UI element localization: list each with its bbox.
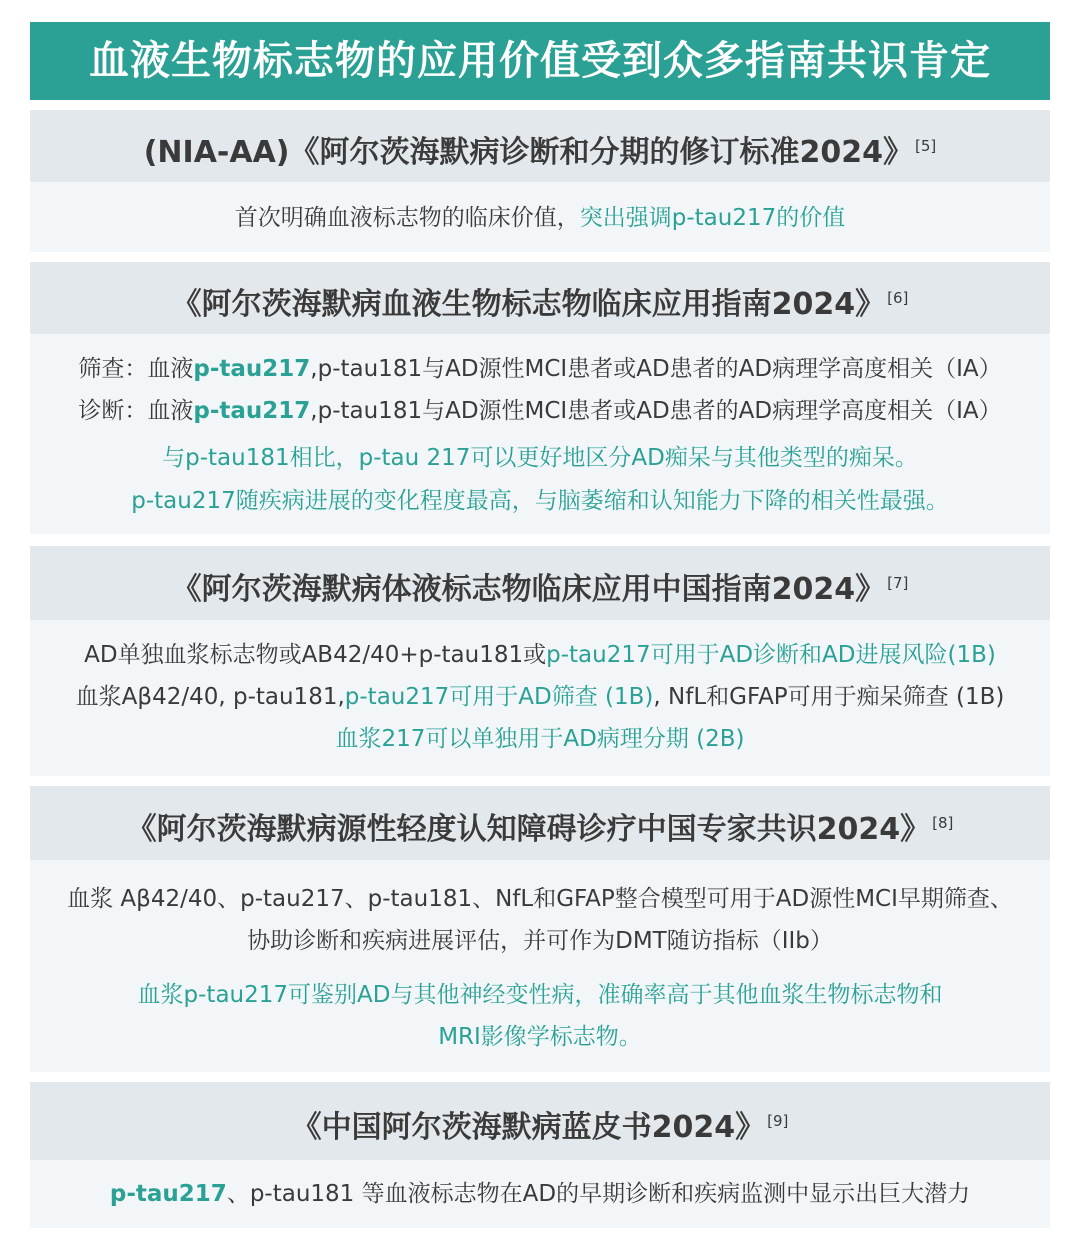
reference-marker: [8]: [932, 814, 954, 832]
body-text: AD单独血浆标志物或AB42/40+p-tau181或: [84, 642, 547, 668]
reference-marker: [5]: [915, 137, 937, 155]
highlight-text: 与p-tau181相比，p-tau 217可以更好地区分AD痴呆与其他类型的痴呆。: [162, 445, 918, 471]
highlight-text: p-tau217可用于AD筛查 (1B): [344, 684, 654, 710]
section-header: [30, 1082, 1050, 1160]
reference-marker: [9]: [767, 1112, 789, 1130]
body-line: [30, 348, 1050, 390]
highlight-text: p-tau217: [109, 1181, 227, 1207]
body-line: [30, 390, 1050, 432]
section-header: [30, 262, 1050, 334]
section-title: (NIA-AA)《阿尔茨海默病诊断和分期的修订标准2024》: [143, 135, 914, 170]
section-body: [30, 1160, 1050, 1228]
body-line: [30, 1016, 1050, 1058]
body-line: [30, 1174, 1050, 1214]
section-title: 《中国阿尔茨海默病蓝皮书2024》: [291, 1110, 766, 1145]
body-text: 、p-tau181 等血液标志物在AD的早期诊断和疾病监测中显示出巨大潜力: [226, 1181, 971, 1207]
body-text: 诊断：血液: [78, 398, 194, 424]
body-line: [30, 436, 1050, 480]
body-text: ,p-tau181与AD源性MCI患者或AD患者的AD病理学高度相关（IA）: [310, 356, 1002, 382]
highlight-text: p-tau217随疾病进展的变化程度最高，与脑萎缩和认知能力下降的相关性最强。: [131, 488, 949, 514]
body-text: 首次明确血液标志物的临床价值，: [234, 205, 580, 231]
body-text: 血浆Aβ42/40, p-tau181,: [75, 684, 345, 710]
body-text: ,p-tau181与AD源性MCI患者或AD患者的AD病理学高度相关（IA）: [310, 398, 1002, 424]
guideline-section-mci-consensus: [30, 786, 1050, 1072]
guideline-section-body-fluid: [30, 546, 1050, 776]
body-line: [30, 920, 1050, 962]
section-title: 《阿尔茨海默病体液标志物临床应用中国指南2024》: [171, 572, 886, 607]
highlight-text: p-tau217: [193, 398, 311, 424]
highlight-text: p-tau217: [193, 356, 311, 382]
body-text: 筛查：血液: [78, 356, 194, 382]
reference-marker: [7]: [887, 574, 909, 592]
body-line: [30, 480, 1050, 522]
section-title: 《阿尔茨海默病源性轻度认知障碍诊疗中国专家共识2024》: [126, 812, 931, 847]
guideline-section-blue-book: [30, 1082, 1050, 1228]
section-title: 《阿尔茨海默病血液生物标志物临床应用指南2024》: [171, 287, 886, 322]
page-title: 血液生物标志物的应用价值受到众多指南共识肯定: [30, 22, 1050, 100]
highlight-text: 突出强调p-tau217的价值: [579, 205, 846, 231]
section-header: [30, 546, 1050, 620]
highlight-text: 血浆217可以单独用于AD病理分期 (2B): [335, 726, 745, 752]
section-body: [30, 182, 1050, 252]
section-header: [30, 110, 1050, 182]
guideline-section-nia-aa: [30, 110, 1050, 252]
body-line: [30, 878, 1050, 920]
body-text: 血浆 Aβ42/40、p-tau217、p-tau181、NfL和GFAP整合模型可用于AD源性MCI早期筛查、: [67, 886, 1013, 912]
body-text: 协助诊断和疾病进展评估，并可作为DMT随访指标（IIb）: [247, 928, 833, 954]
body-line: [30, 200, 1050, 236]
highlight-text: p-tau217可用于AD诊断和AD进展风险(1B): [546, 642, 996, 668]
body-line: [30, 974, 1050, 1016]
section-body: [30, 620, 1050, 776]
body-line: [30, 718, 1050, 760]
body-line: [30, 676, 1050, 718]
guideline-section-blood-biomarker: [30, 262, 1050, 534]
section-body: [30, 334, 1050, 534]
reference-marker: [6]: [887, 289, 909, 307]
section-body: [30, 860, 1050, 1072]
body-line: [30, 634, 1050, 676]
highlight-text: MRI影像学标志物。: [438, 1024, 642, 1050]
body-text: , NfL和GFAP可用于痴呆筛查 (1B): [653, 684, 1005, 710]
section-header: [30, 786, 1050, 860]
highlight-text: 血浆p-tau217可鉴别AD与其他神经变性病，准确率高于其他血浆生物标志物和: [137, 982, 943, 1008]
